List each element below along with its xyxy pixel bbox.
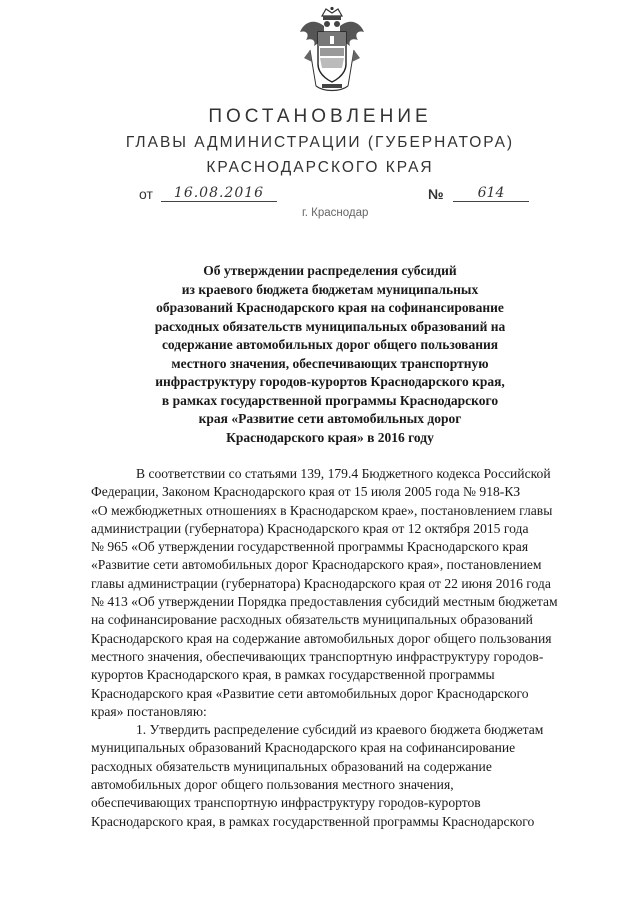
document-date: 16.08.2016 — [161, 186, 277, 202]
body-line: № 413 «Об утверждении Порядка предоставления субсидий местным бюджетам — [91, 594, 558, 610]
body-line: края» постановляю: — [91, 703, 207, 719]
body-line: «Развитие сети автомобильных дорог Краснодарского края», постановлением — [91, 557, 542, 573]
region-heading: КРАСНОДАРСКОГО КРАЯ — [206, 159, 434, 176]
title-line: в рамках государственной программы Краснодарского — [161, 392, 499, 408]
title-line: края «Развитие сети автомобильных дорог — [198, 411, 462, 426]
body-line: Федерации, Законом Краснодарского края от 15 июля 2005 года № 918-КЗ — [91, 484, 521, 500]
body-line: Краснодарского края, в рамках государственной программы Краснодарского — [91, 813, 535, 829]
document-body — [91, 465, 603, 831]
body-line: расходных обязательств муниципальных образований на содержание — [91, 758, 492, 774]
body-line: 1. Утвердить распределение субсидий из краевого бюджета бюджетам — [136, 722, 544, 738]
body-line: местного значения, обеспечивающих транспортную инфраструктуру городов- — [91, 648, 544, 664]
title-line: местного значения, обеспечивающих транспортную — [171, 355, 489, 371]
issuer-heading: ГЛАВЫ АДМИНИСТРАЦИИ (ГУБЕРНАТОРА) — [125, 134, 515, 151]
body-line: Краснодарского края «Развитие сети автомобильных дорог Краснодарского — [91, 685, 529, 701]
title-line: инфраструктуру городов-курортов Краснодарского края, — [155, 374, 505, 389]
body-line: обеспечивающих транспортную инфраструктуру городов-курортов — [91, 795, 481, 811]
title-line: расходных обязательств муниципальных образований на — [154, 318, 506, 334]
body-line: главы администрации (губернатора) Краснодарского края от 22 июня 2016 года — [91, 575, 551, 591]
title-line: образований Краснодарского края на софинансирование — [156, 300, 504, 315]
document-title — [120, 262, 540, 447]
body-line: администрации (губернатора) Краснодарского края от 12 октября 2015 года — [91, 520, 529, 536]
document-number: 614 — [453, 186, 529, 202]
title-line: Краснодарского края» в 2016 году — [226, 429, 434, 445]
title-line: из краевого бюджета бюджетам муниципальных — [181, 281, 479, 297]
body-line: автомобильных дорог общего пользования местного значения, — [91, 777, 454, 793]
body-line: № 965 «Об утверждении государственной программы Краснодарского края — [91, 539, 529, 555]
title-line: содержание автомобильных дорог общего пользования — [161, 337, 499, 352]
body-line: В соответствии со статьями 139, 179.4 Бюджетного кодекса Российской — [136, 466, 551, 481]
date-prefix: от — [139, 186, 153, 202]
krasnodar-coat-of-arms-icon — [296, 6, 368, 94]
document-type-heading: ПОСТАНОВЛЕНИЕ — [208, 106, 432, 127]
body-line: «О межбюджетных отношениях в Краснодарском крае», постановлением главы — [91, 502, 553, 518]
body-line: Краснодарского края на содержание автомобильных дорог общего пользования — [91, 630, 552, 646]
body-line: на софинансирование расходных обязательств муниципальных образований — [91, 612, 533, 628]
city-label: г. Краснодар — [302, 207, 369, 219]
body-line: курортов Краснодарского края, в рамках государственной программы — [91, 667, 495, 683]
body-line: муниципальных образований Краснодарского края на софинансирование — [91, 740, 516, 756]
number-prefix: № — [428, 186, 444, 202]
title-line: Об утверждении распределения субсидий — [203, 263, 457, 278]
